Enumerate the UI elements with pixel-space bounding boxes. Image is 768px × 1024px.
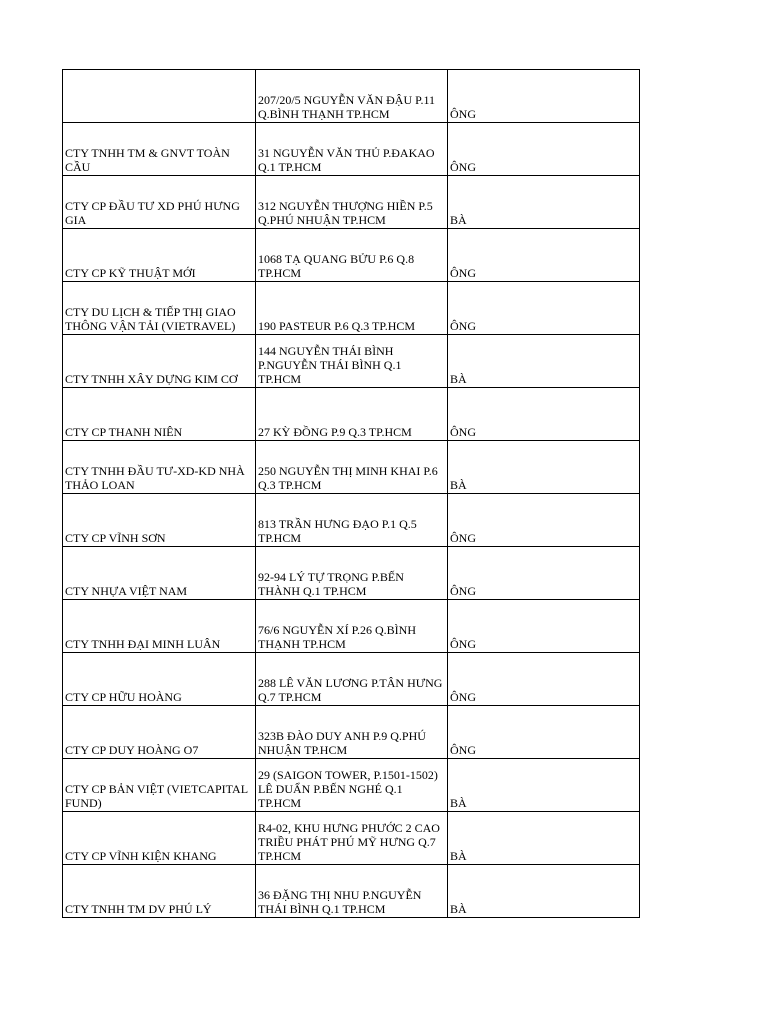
company-name: CTY CP DUY HOÀNG O7 xyxy=(65,743,199,757)
honorific-text: ÔNG xyxy=(450,160,476,174)
address-text: 29 (SAIGON TOWER, P.1501-1502) LÊ DUẨN P.BẾN NGHÉ Q.1 TP.HCM xyxy=(258,768,438,810)
honorific-text: ÔNG xyxy=(450,107,476,121)
title-cell xyxy=(448,600,640,653)
honorific-text: BÀ xyxy=(450,478,467,492)
address-text: 250 NGUYỄN THỊ MINH KHAI P.6 Q.3 TP.HCM xyxy=(258,464,438,492)
title-cell xyxy=(448,282,640,335)
title-cell xyxy=(448,123,640,176)
table-row xyxy=(63,441,640,494)
honorific-text: BÀ xyxy=(450,902,467,916)
title-cell xyxy=(448,388,640,441)
data-table xyxy=(62,69,640,918)
table-row xyxy=(63,706,640,759)
table-row xyxy=(63,123,640,176)
honorific-text: ÔNG xyxy=(450,584,476,598)
address-cell xyxy=(256,70,448,123)
honorific-text: BÀ xyxy=(450,849,467,863)
honorific-text: ÔNG xyxy=(450,531,476,545)
address-text: 1068 TẠ QUANG BỬU P.6 Q.8 TP.HCM xyxy=(258,252,415,280)
title-cell xyxy=(448,865,640,918)
company-cell xyxy=(63,494,256,547)
table-row xyxy=(63,865,640,918)
address-text: 92-94 LÝ TỰ TRỌNG P.BẾN THÀNH Q.1 TP.HCM xyxy=(258,570,404,598)
company-name: CTY CP HỮU HOÀNG xyxy=(65,690,182,704)
address-cell xyxy=(256,759,448,812)
title-cell xyxy=(448,706,640,759)
address-cell xyxy=(256,600,448,653)
address-cell xyxy=(256,441,448,494)
honorific-text: BÀ xyxy=(450,796,467,810)
table-row xyxy=(63,229,640,282)
table-body xyxy=(63,70,640,918)
company-name: CTY TNHH TM & GNVT TOÀN CẦU xyxy=(65,146,230,174)
address-text: 323B ĐÀO DUY ANH P.9 Q.PHÚ NHUẬN TP.HCM xyxy=(258,729,426,757)
table-row xyxy=(63,388,640,441)
table-row xyxy=(63,335,640,388)
honorific-text: ÔNG xyxy=(450,266,476,280)
table-row xyxy=(63,759,640,812)
company-cell xyxy=(63,282,256,335)
address-text: 312 NGUYỄN THƯỢNG HIỀN P.5 Q.PHÚ NHUẬN TP.HCM xyxy=(258,199,433,227)
address-text: 190 PASTEUR P.6 Q.3 TP.HCM xyxy=(258,319,416,333)
title-cell xyxy=(448,441,640,494)
address-text: 36 ĐẶNG THỊ NHU P.NGUYỄN THÁI BÌNH Q.1 TP.HCM xyxy=(258,888,422,916)
title-cell xyxy=(448,494,640,547)
honorific-text: ÔNG xyxy=(450,637,476,651)
company-cell xyxy=(63,123,256,176)
address-text: 207/20/5 NGUYỄN VĂN ĐẬU P.11 Q.BÌNH THẠNH TP.HCM xyxy=(258,93,436,121)
table-row xyxy=(63,494,640,547)
company-cell xyxy=(63,865,256,918)
company-name: CTY DU LỊCH & TIẾP THỊ GIAO THÔNG VẬN TẢI (VIETRAVEL) xyxy=(65,305,236,333)
address-text: 27 KỲ ĐỒNG P.9 Q.3 TP.HCM xyxy=(258,425,412,439)
company-cell xyxy=(63,759,256,812)
company-cell xyxy=(63,441,256,494)
table-row xyxy=(63,812,640,865)
address-cell xyxy=(256,494,448,547)
address-text: 31 NGUYỄN VĂN THỦ P.ĐAKAO Q.1 TP.HCM xyxy=(258,146,435,174)
title-cell xyxy=(448,335,640,388)
address-cell xyxy=(256,335,448,388)
address-text: 813 TRẦN HƯNG ĐẠO P.1 Q.5 TP.HCM xyxy=(258,517,417,545)
honorific-text: ÔNG xyxy=(450,425,476,439)
address-cell xyxy=(256,706,448,759)
company-cell xyxy=(63,812,256,865)
company-name: CTY NHỰA VIỆT NAM xyxy=(65,584,188,598)
title-cell xyxy=(448,812,640,865)
address-cell xyxy=(256,282,448,335)
address-cell xyxy=(256,865,448,918)
address-text: 288 LÊ VĂN LƯƠNG P.TÂN HƯNG Q.7 TP.HCM xyxy=(258,676,443,704)
address-cell xyxy=(256,388,448,441)
title-cell xyxy=(448,176,640,229)
honorific-text: BÀ xyxy=(450,372,467,386)
title-cell xyxy=(448,547,640,600)
address-cell xyxy=(256,653,448,706)
company-name: CTY CP BẢN VIỆT (VIETCAPITAL FUND) xyxy=(65,782,248,810)
address-cell xyxy=(256,176,448,229)
table-row xyxy=(63,547,640,600)
address-text: 76/6 NGUYỄN XÍ P.26 Q.BÌNH THẠNH TP.HCM xyxy=(258,623,416,651)
company-cell xyxy=(63,176,256,229)
company-cell xyxy=(63,229,256,282)
company-cell xyxy=(63,70,256,123)
table-row xyxy=(63,70,640,123)
company-name: CTY TNHH ĐẦU TƯ-XD-KD NHÀ THẢO LOAN xyxy=(65,464,245,492)
company-cell xyxy=(63,600,256,653)
address-cell xyxy=(256,812,448,865)
company-name: CTY TNHH XÂY DỰNG KIM CƠ xyxy=(65,372,238,386)
table-row xyxy=(63,176,640,229)
table-row xyxy=(63,600,640,653)
company-name: CTY CP ĐẦU TƯ XD PHÚ HƯNG GIA xyxy=(65,199,240,227)
company-name: CTY TNHH TM DV PHÚ LÝ xyxy=(65,902,212,916)
company-cell xyxy=(63,388,256,441)
company-cell xyxy=(63,653,256,706)
honorific-text: ÔNG xyxy=(450,743,476,757)
address-cell xyxy=(256,123,448,176)
honorific-text: ÔNG xyxy=(450,690,476,704)
address-cell xyxy=(256,229,448,282)
table-row xyxy=(63,653,640,706)
company-cell xyxy=(63,706,256,759)
title-cell xyxy=(448,653,640,706)
company-name: CTY TNHH ĐẠI MINH LUÂN xyxy=(65,637,221,651)
honorific-text: ÔNG xyxy=(450,319,476,333)
company-name: CTY CP VĨNH SƠN xyxy=(65,531,166,545)
company-name: CTY CP VĨNH KIỆN KHANG xyxy=(65,849,217,863)
address-cell xyxy=(256,547,448,600)
company-cell xyxy=(63,335,256,388)
honorific-text: BÀ xyxy=(450,213,467,227)
address-text: 144 NGUYỄN THÁI BÌNH P.NGUYỄN THÁI BÌNH Q.1 TP.HCM xyxy=(258,344,402,386)
title-cell xyxy=(448,229,640,282)
company-name: CTY CP THANH NIÊN xyxy=(65,425,183,439)
address-text: R4-02, KHU HƯNG PHƯỚC 2 CAO TRIỀU PHÁT PHÚ MỸ HƯNG Q.7 TP.HCM xyxy=(258,821,440,863)
table-row xyxy=(63,282,640,335)
company-cell xyxy=(63,547,256,600)
company-name: CTY CP KỸ THUẬT MỚI xyxy=(65,266,196,280)
title-cell xyxy=(448,759,640,812)
title-cell xyxy=(448,70,640,123)
